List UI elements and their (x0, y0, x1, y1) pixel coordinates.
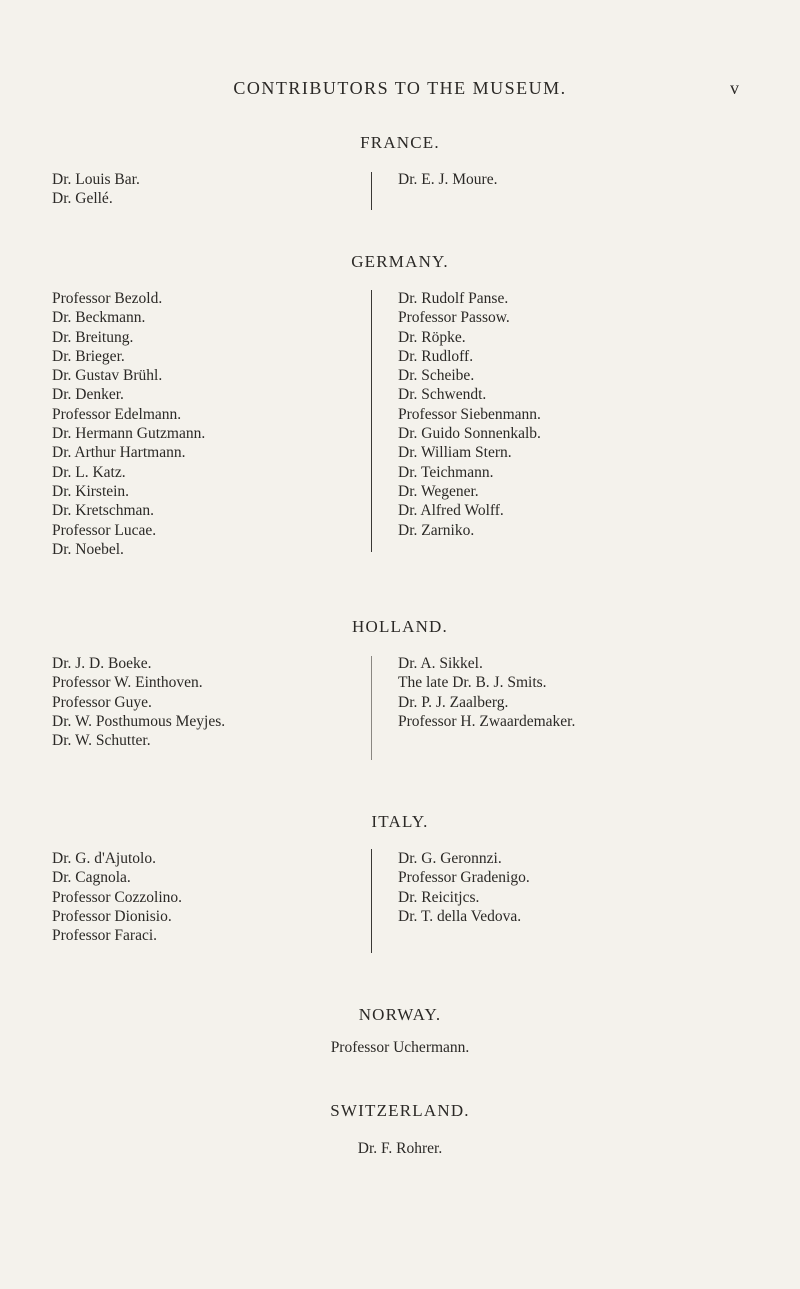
contributor-name: Dr. P. J. Zaalberg. (398, 693, 509, 711)
contributor-name: The late Dr. B. J. Smits. (398, 674, 547, 692)
contributor-name: Professor Lucae. (52, 521, 157, 539)
contributor-name: Dr. Röpke. (398, 328, 466, 346)
contributor-name: Dr. Brieger. (52, 347, 125, 365)
holland-right-column (398, 654, 575, 731)
germany-column-divider (371, 290, 372, 552)
contributor-name: Professor Passow. (398, 309, 510, 327)
contributor-name: Dr. Wegener. (398, 482, 479, 500)
italy-right-column (398, 849, 530, 926)
contributor-name: Dr. Denker. (52, 386, 124, 404)
france-left-column (52, 170, 140, 209)
contributor-name: Dr. Zarniko. (398, 521, 475, 539)
contributor-name: Dr. Arthur Hartmann. (52, 444, 186, 462)
heading-holland: HOLLAND. (351, 617, 448, 636)
contributor-name: Dr. Rudloff. (398, 347, 474, 365)
contributor-name: Dr. G. d'Ajutolo. (52, 850, 156, 867)
contributor-name: Professor Cozzolino. (52, 888, 183, 906)
contributor-name: Dr. Beckmann. (52, 309, 146, 327)
contributor-name: Professor Edelmann. (52, 405, 182, 423)
italy-column-divider (371, 849, 372, 953)
france-column-divider (371, 172, 372, 210)
contributor-name: Dr. Kretschman. (52, 502, 155, 520)
contributor-name: Dr. W. Posthumous Meyjes. (52, 712, 226, 730)
contributor-name: Dr. Reicitjcs. (398, 888, 480, 906)
contributor-name: Dr. Breitung. (52, 328, 134, 346)
contributor-name: Professor Guye. (52, 693, 152, 711)
heading-germany: GERMANY. (351, 252, 449, 271)
contributor-name: Dr. Gustav Brühl. (52, 367, 163, 385)
contributor-name: Dr. William Stern. (398, 444, 512, 462)
contributor-name: Dr. Cagnola. (52, 869, 131, 887)
norway-entry: Professor Uchermann. (330, 1039, 470, 1056)
heading-italy: ITALY. (371, 812, 429, 831)
contributor-name: Dr. J. D. Boeke. (52, 655, 152, 672)
contributor-name: Professor Gradenigo. (398, 869, 530, 887)
contributor-name: Dr. Gellé. (52, 190, 113, 208)
contributor-name: Dr. W. Schutter. (52, 732, 151, 750)
heading-france: FRANCE. (360, 133, 440, 152)
holland-column-divider (371, 656, 372, 760)
heading-switzerland: SWITZERLAND. (330, 1101, 470, 1120)
contributor-name: Professor Faraci. (52, 927, 158, 945)
contributor-name: Dr. Rudolf Panse. (398, 290, 509, 307)
contributor-name: Dr. Guido Sonnenkalb. (398, 425, 541, 443)
page-number: v (730, 78, 739, 98)
contributor-name: Professor Bezold. (52, 290, 163, 307)
italy-left-column (52, 849, 182, 945)
contributor-name: Professor Dionisio. (52, 907, 172, 925)
holland-left-column (52, 654, 225, 750)
contributor-name: Dr. L. Katz. (52, 463, 126, 481)
contributor-name: Dr. Louis Bar. (52, 171, 140, 188)
contributor-name: Dr. A. Sikkel. (398, 655, 483, 672)
contributor-name: Dr. G. Geronnzi. (398, 850, 502, 867)
contributor-name: Dr. Alfred Wolff. (398, 502, 504, 520)
contributor-name: Dr. Kirstein. (52, 482, 130, 500)
germany-right-column (398, 289, 541, 540)
france-right-column (398, 170, 497, 189)
contributor-name: Dr. Teichmann. (398, 463, 494, 481)
contributor-name: Dr. Noebel. (52, 540, 124, 558)
contributor-name: Dr. Scheibe. (398, 367, 475, 385)
contributor-name: Dr. T. della Vedova. (398, 907, 522, 925)
contributor-name: Professor W. Einthoven. (52, 674, 203, 692)
contributor-name: Dr. Hermann Gutzmann. (52, 425, 206, 443)
switzerland-entry: Dr. F. Rohrer. (357, 1140, 443, 1157)
contributor-name: Dr. Schwendt. (398, 386, 487, 404)
contributor-name: Professor H. Zwaardemaker. (398, 712, 576, 730)
germany-left-column (52, 289, 205, 559)
heading-norway: NORWAY. (358, 1005, 442, 1024)
page-title: CONTRIBUTORS TO THE MUSEUM. (233, 78, 567, 98)
contributor-name: Professor Siebenmann. (398, 405, 541, 423)
contributor-name: Dr. E. J. Moure. (398, 171, 498, 188)
